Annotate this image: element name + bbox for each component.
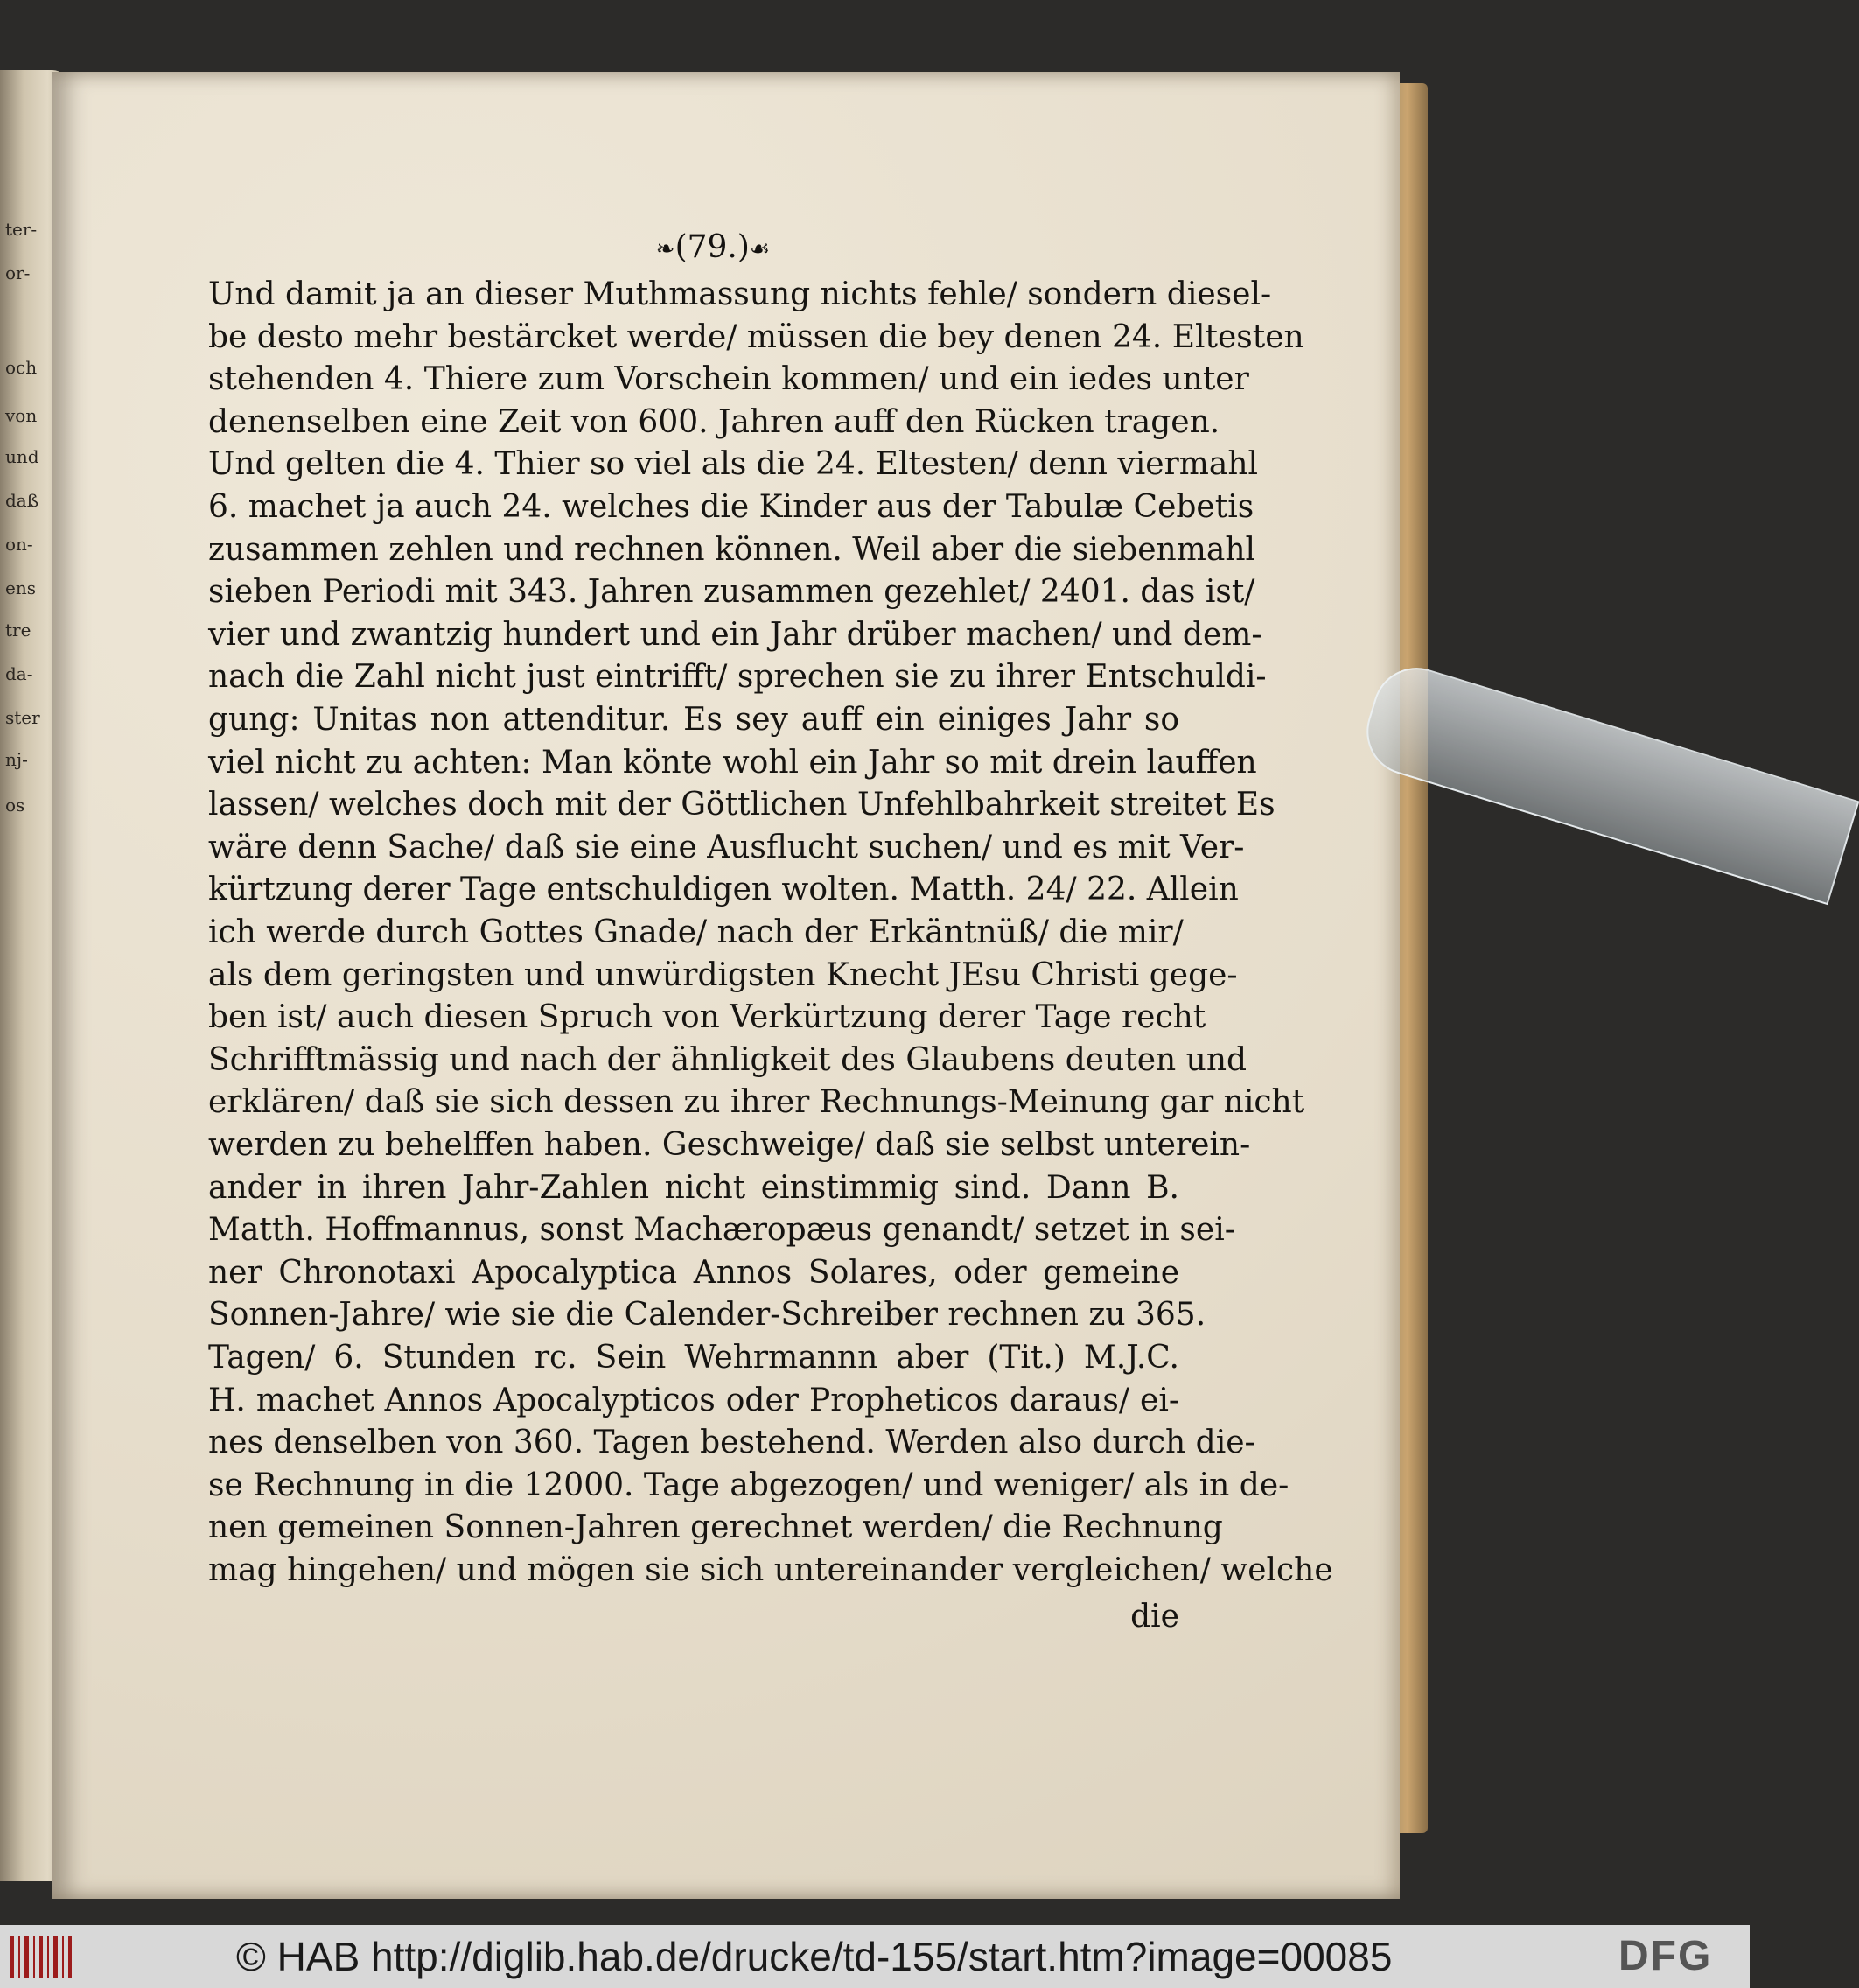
text-line: viel nicht zu achten: Man könte wohl ein Jahr so mit drein lauffen — [208, 744, 1257, 780]
margin-fragment: on- — [5, 534, 33, 555]
text-line: Und damit ja an dieser Muthmassung nichts fehle/ sondern diesel- — [208, 276, 1272, 312]
text-line: nes denselben von 360. Tagen bestehend. Werden also durch die- — [208, 1424, 1255, 1461]
text-line: kürtzung derer Tage entschuldigen wolten. Matth. 24/ 22. Allein — [208, 872, 1239, 908]
margin-fragment: och — [5, 357, 38, 378]
text-line: werden zu behelffen haben. Geschweige/ daß sie selbst unterein- — [208, 1127, 1251, 1163]
margin-fragment: os — [5, 794, 25, 816]
text-line: be desto mehr bestärcket werde/ müssen die bey denen 24. Eltesten — [208, 318, 1304, 355]
text-line: ner Chronotaxi Apocalyptica Annos Solares, oder gemeine — [208, 1254, 1179, 1291]
page-number: ❧(79.)☙ — [655, 229, 771, 265]
text-block — [208, 273, 1333, 1620]
text-line: se Rechnung in die 12000. Tage abgezogen/ und weniger/ als in de- — [208, 1466, 1289, 1503]
catchword: die — [1130, 1599, 1179, 1634]
text-line: Tagen/ 6. Stunden rc. Sein Wehrmannn aber (Tit.) M.J.C. — [208, 1340, 1179, 1376]
text-line: ander in ihren Jahr-Zahlen nicht einstimmig sind. Dann B. — [208, 1169, 1179, 1206]
ornament-icon: ☙ — [749, 236, 771, 262]
text-line: ich werde durch Gottes Gnade/ nach der Erkäntnüß/ die mir/ — [208, 914, 1184, 950]
margin-fragment: ster — [5, 707, 40, 728]
margin-fragment: und — [5, 446, 39, 467]
text-line: sieben Periodi mit 343. Jahren zusammen gezehlet/ 2401. das ist/ — [208, 574, 1255, 611]
margin-fragment: da- — [5, 663, 33, 684]
text-line: Und gelten die 4. Thier so viel als die 24. Eltesten/ denn viermahl — [208, 446, 1259, 483]
text-line: nen gemeinen Sonnen-Jahren gerechnet werden/ die Rechnung — [208, 1509, 1223, 1546]
text-line: als dem geringsten und unwürdigsten Knecht JEsu Christi gege- — [208, 956, 1238, 993]
margin-fragment: daß — [5, 490, 39, 511]
text-line: Sonnen-Jahre/ wie sie die Calender-Schreiber rechnen zu 365. — [208, 1297, 1206, 1334]
text-line: wäre denn Sache/ daß sie eine Ausflucht suchen/ und es mit Ver- — [208, 829, 1245, 865]
page-number-value: 79. — [687, 229, 737, 265]
text-line: gung: Unitas non attenditur. Es sey auff ein einiges Jahr so — [208, 702, 1179, 738]
barcode-icon — [10, 1936, 72, 1978]
text-line: Schrifftmässig und nach der ähnligkeit des Glaubens deuten und — [208, 1041, 1247, 1078]
ornament-icon: ❧ — [655, 236, 675, 262]
text-line: mag hingehen/ und mögen sie sich untereinander vergleichen/ welche — [208, 1552, 1333, 1588]
text-line: nach die Zahl nicht just eintrifft/ sprechen sie zu ihrer Entschuldi- — [208, 659, 1267, 696]
margin-fragment: von — [5, 405, 38, 426]
text-line: erklären/ daß sie sich dessen zu ihrer Rechnungs-Meinung gar nicht — [208, 1084, 1305, 1121]
margin-fragment: tre — [5, 620, 31, 640]
copyright-link[interactable]: © HAB http://diglib.hab.de/drucke/td-155/start.htm?image=00085 — [236, 1934, 1393, 1979]
text-line: stehenden 4. Thiere zum Vorschein kommen/ und ein iedes unter — [208, 361, 1249, 398]
text-line: denenselben eine Zeit von 600. Jahren auff den Rücken tragen. — [208, 403, 1220, 440]
text-line: lassen/ welches doch mit der Göttlichen Unfehlbahrkeit streitet Es — [208, 787, 1275, 823]
dfg-logo: DFG — [1618, 1933, 1713, 1979]
text-line: vier und zwantzig hundert und ein Jahr drüber machen/ und dem- — [208, 616, 1262, 653]
margin-fragment: nj- — [5, 749, 28, 770]
text-line: Matth. Hoffmannus, sonst Machæropæus genandt/ setzet in sei- — [208, 1212, 1235, 1249]
text-line: ben ist/ auch diesen Spruch von Verkürtzung derer Tage recht — [208, 999, 1206, 1036]
text-line: 6. machet ja auch 24. welches die Kinder aus der Tabulæ Cebetis — [208, 489, 1254, 525]
margin-fragment: ter- — [5, 219, 38, 240]
text-line: H. machet Annos Apocalypticos oder Propheticos daraus/ ei- — [208, 1382, 1179, 1418]
margin-fragment: ens — [5, 578, 36, 598]
text-line: zusammen zehlen und rechnen können. Weil aber die siebenmahl — [208, 531, 1256, 568]
page-holder-clip — [1356, 657, 1859, 905]
footer-bar — [0, 1925, 1750, 1988]
margin-fragment: or- — [5, 262, 31, 284]
